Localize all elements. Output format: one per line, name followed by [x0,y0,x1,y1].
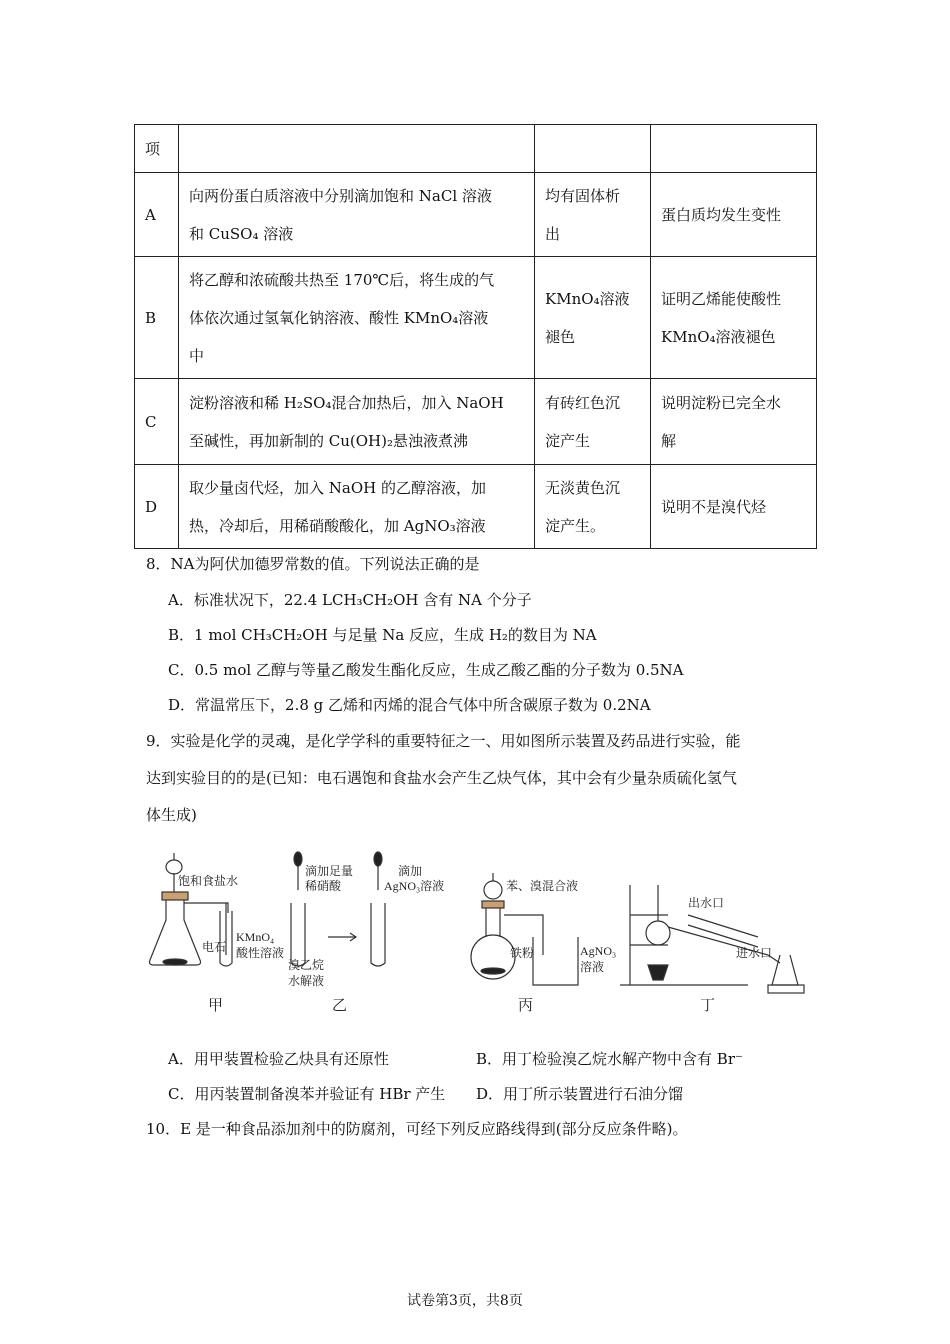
table-row: B 将乙醇和浓硫酸共热至 170℃后，将生成的气 体依次通过氢氧化钠溶液、酸性 KMnO₄溶液 中 KMnO₄溶液 褪色 证明乙烯能使酸性 KMnO₄溶液褪色 [135,257,817,379]
q9-option-b: B．用丁检验溴乙烷水解产物中含有 Br⁻ [476,1050,743,1068]
q8-option-b: B．1 mol CH₃CH₂OH 与足量 Na 反应，生成 H₂的数目为 NA [168,626,597,644]
q10-stem: 10．E 是一种食品添加剂中的防腐剂，可经下列反应路线得到(部分反应条件略)。 [146,1120,688,1138]
label-benzene-bromine: 苯、溴混合液 [506,879,579,893]
label-kmno4: KMnO₄ [236,930,275,944]
label-add: 滴加 [398,864,423,878]
label-hydrolysate: 水解液 [288,974,325,988]
caption-ding: 丁 [700,998,716,1014]
label-agno3: AgNO₃ [580,944,617,958]
label-solution: 溶液 [580,960,605,974]
q8-option-d: D．常温常压下，2.8 g 乙烯和丙烯的混合气体中所含碳原子数为 0.2NA [168,696,651,714]
table-row: A 向两份蛋白质溶液中分别滴加饱和 NaCl 溶液 和 CuSO₄ 溶液 均有固体析 出 蛋白质均发生变性 [135,173,817,257]
caption-jia: 甲 [208,998,224,1014]
apparatus-figure [148,845,818,1024]
apparatus-drawing [148,845,818,1020]
page-footer: 试卷第3页，共8页 [407,1293,523,1309]
q9-stem-line1: 9．实验是化学的灵魂，是化学学科的重要特征之一、用如图所示装置及药品进行实验，能 [146,732,741,750]
q9-option-d: D．用丁所示装置进行石油分馏 [476,1085,684,1103]
label-bromoethane: 溴乙烷 [288,958,325,972]
label-water-inlet: 进水口 [736,946,773,960]
q9-stem-line3: 体生成) [146,806,197,824]
experiment-table [134,124,817,549]
q9-stem-line2: 达到实验目的的是(已知：电石遇饱和食盐水会产生乙炔气体，其中会有少量杂质硫化氢气 [146,769,737,787]
label-calcium-carbide: 电石 [202,940,227,954]
table-row: D 取少量卤代烃，加入 NaOH 的乙醇溶液，加 热，冷却后，用稀硝酸酸化，加 AgNO₃溶液 无淡黄色沉 淀产生。 说明不是溴代烃 [135,465,817,549]
table-header-label: 项 [135,125,179,173]
label-acidic-solution: 酸性溶液 [236,946,285,960]
q8-stem: 8．NA为阿伏加德罗常数的值。下列说法正确的是 [146,555,480,573]
q9-option-a: A．用甲装置检验乙炔具有还原性 [168,1050,389,1068]
caption-bing: 丙 [518,998,534,1014]
label-dilute-nitric: 稀硝酸 [305,879,342,893]
caption-yi: 乙 [332,998,348,1014]
label-agno3-solution: AgNO₃溶液 [384,879,445,893]
table-row: C 淀粉溶液和稀 H₂SO₄混合加热后，加入 NaOH 至碱性，再加新制的 Cu(OH)₂悬浊液煮沸 有砖红色沉 淀产生 说明淀粉已完全水 解 [135,379,817,465]
q8-option-a: A．标准状况下，22.4 LCH₃CH₂OH 含有 NA 个分子 [168,591,532,609]
label-add-excess: 滴加足量 [305,864,354,878]
q9-option-c: C．用丙装置制备溴苯并验证有 HBr 产生 [168,1085,446,1103]
label-iron-powder: 铁粉 [510,946,535,960]
q8-option-c: C．0.5 mol 乙醇与等量乙酸发生酯化反应，生成乙酸乙酯的分子数为 0.5NA [168,661,684,679]
label-saturated-brine: 饱和食盐水 [178,874,239,888]
label-water-outlet: 出水口 [688,896,725,910]
